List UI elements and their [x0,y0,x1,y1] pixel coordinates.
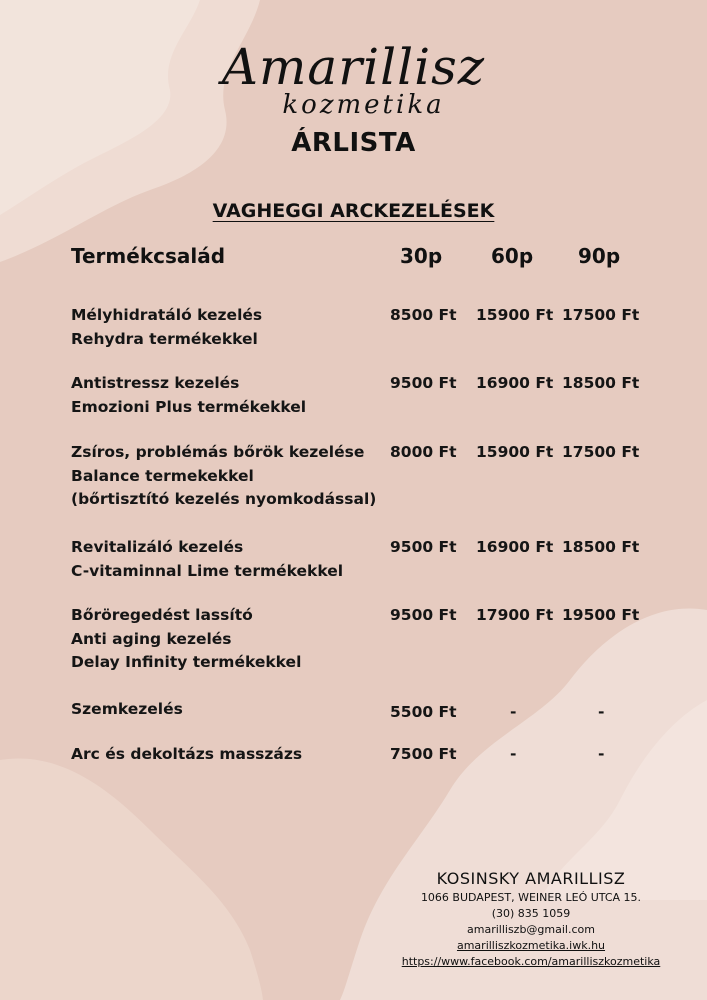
price-30p: 9500 Ft [390,374,457,392]
owner-name: KOSINSKY AMARILLISZ [436,869,626,888]
price-30p: 5500 Ft [390,703,457,721]
page-title: ÁRLISTA [291,128,416,158]
price-90p: - [598,703,605,721]
price-30p: 9500 Ft [390,538,457,556]
price-90p: 17500 Ft [562,306,640,324]
logo-subtitle: kozmetika [282,90,445,120]
treatment-name: Arc és dekoltázs masszázs [71,745,303,763]
website-link[interactable]: amarilliszkozmetika.iwk.hu [456,939,606,952]
email-address: amarilliszb@gmail.com [467,923,595,936]
facebook-link[interactable]: https://www.facebook.com/amarilliszkozmetika [401,955,661,968]
price-60p: - [510,703,517,721]
price-90p: 19500 Ft [562,606,640,624]
price-60p: - [510,745,517,763]
treatment-name: Bőröregedést lassító Anti aging kezelés Delay Infinity termékekkel [71,606,302,671]
logo-script-text: Amarillisz [221,38,486,96]
column-header-name: Termékcsalád [71,244,226,268]
price-60p: 15900 Ft [476,443,554,461]
price-60p: 17900 Ft [476,606,554,624]
contact-footer [381,868,681,970]
address: 1066 BUDAPEST, WEINER LEÓ UTCA 15. [420,891,642,904]
treatment-name: Antistressz kezelés Emozioni Plus termékekkel [71,374,307,416]
price-30p: 8000 Ft [390,443,457,461]
column-header-30p: 30p [400,244,443,268]
price-90p: - [598,745,605,763]
price-30p: 7500 Ft [390,745,457,763]
treatment-name: Szemkezelés [71,700,183,718]
column-header-60p: 60p [491,244,534,268]
treatment-name: Revitalizáló kezelés C-vitaminnal Lime termékekkel [71,538,344,580]
treatment-name: Zsíros, problémás bőrök kezelése Balance termekekkel (bőrtisztító kezelés nyomkodással) [71,443,377,508]
price-30p: 8500 Ft [390,306,457,324]
price-60p: 16900 Ft [476,374,554,392]
phone-number: (30) 835 1059 [491,907,571,920]
section-title: VAGHEGGI ARCKEZELÉSEK [212,200,495,222]
price-90p: 18500 Ft [562,374,640,392]
column-header-90p: 90p [578,244,621,268]
price-60p: 15900 Ft [476,306,554,324]
price-30p: 9500 Ft [390,606,457,624]
price-90p: 18500 Ft [562,538,640,556]
price-60p: 16900 Ft [476,538,554,556]
treatment-name: Mélyhidratáló kezelés Rehydra termékekkel [71,306,263,348]
price-90p: 17500 Ft [562,443,640,461]
